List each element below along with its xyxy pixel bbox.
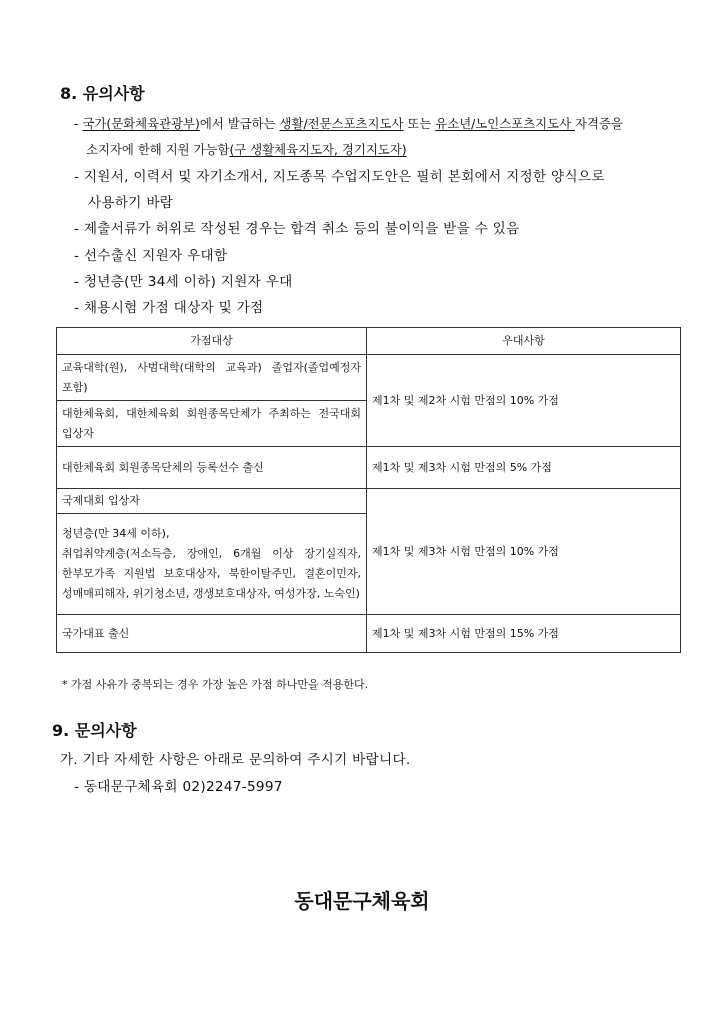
notice-item-6: - 채용시험 가점 대상자 및 가점 [74, 300, 264, 316]
benefit-cell: 제1차 및 제3차 시험 만점의 10% 가점 [367, 489, 681, 615]
footnote: * 가점 사유가 중복되는 경우 가장 높은 가점 하나만을 적용한다. [62, 678, 369, 691]
target-national-team: 국가대표 출신 [57, 615, 367, 653]
notice-item-3: - 제출서류가 허위로 작성된 경우는 합격 취소 등의 불이익을 받을 수 있음 [74, 221, 520, 237]
or-text: 또는 [403, 116, 436, 131]
benefit-cell: 제1차 및 제3차 시험 만점의 15% 가점 [367, 615, 681, 653]
notice-item-2-line-1: - 지원서, 이력서 및 자기소개서, 지도종목 수업지도안은 필히 본회에서 지정한 양식으로 [74, 169, 605, 185]
certificate-suffix: 자격증을 [575, 116, 623, 131]
notice-item-1-line-2 [86, 140, 407, 158]
section-9-heading: 9. 문의사항 [52, 721, 137, 740]
table-row [57, 447, 681, 489]
section-8-heading: 8. 유의사항 [60, 84, 145, 103]
organization-signature: 동대문구체육회 [294, 889, 430, 913]
former-names: (구 생활체육지도자, 경기지도자) [229, 142, 407, 157]
table-row [57, 489, 681, 514]
notice-item-4: - 선수출신 지원자 우대함 [74, 248, 228, 264]
ministry-text: 국가(문화체육관광부) [82, 116, 200, 131]
notice-item-1-line-1 [74, 114, 623, 132]
table-header-row [57, 328, 681, 355]
benefit-cell: 제1차 및 제3차 시험 만점의 5% 가점 [367, 447, 681, 489]
table-row [57, 615, 681, 653]
bonus-points-table [56, 327, 681, 653]
issued-text: 에서 발급하는 [199, 116, 280, 131]
notice-item-2-line-2: 사용하기 바람 [88, 195, 174, 211]
header-benefit: 우대사항 [367, 328, 681, 355]
notice-item-5: - 청년층(만 34세 이하) 지원자 우대 [74, 274, 293, 290]
target-international-winner: 국제대회 입상자 [57, 489, 367, 514]
dash-marker: - [74, 116, 79, 131]
inquiry-line-1: 가. 기타 자세한 사항은 아래로 문의하여 주시기 바랍니다. [60, 752, 411, 768]
target-national-competition: 대한체육회, 대한체육회 회원종목단체가 주최하는 전국대회 입상자 [57, 401, 367, 447]
target-registered-athlete: 대한체육회 회원종목단체의 등록선수 출신 [57, 447, 367, 489]
target-youth-vulnerable: 청년층(만 34세 이하), 취업취약계층(저소득층, 장애인, 6개월 이상 장기실직자, 한부모가족 지원법 보호대상자, 북한이탈주민, 결혼이민자, 성매매피해자, 위기청소년, 갱생보호대상자, 여성가장, 노숙인) [57, 514, 367, 615]
certificate-sports: 생활/전문스포츠지도사 [279, 116, 404, 131]
target-education-graduate: 교육대학(원), 사범대학(대학의 교육과) 졸업자(졸업예정자 포함) [57, 355, 367, 401]
benefit-cell: 제1차 및 제2차 시험 만점의 10% 가점 [367, 355, 681, 447]
table-row [57, 355, 681, 401]
header-target: 가점대상 [57, 328, 367, 355]
certificate-youth-senior: 유소년/노인스포츠지도사 [435, 116, 576, 131]
holder-text: 소지자에 한해 지원 가능함 [86, 142, 230, 157]
inquiry-contact: - 동대문구체육회 02)2247-5997 [74, 779, 283, 795]
